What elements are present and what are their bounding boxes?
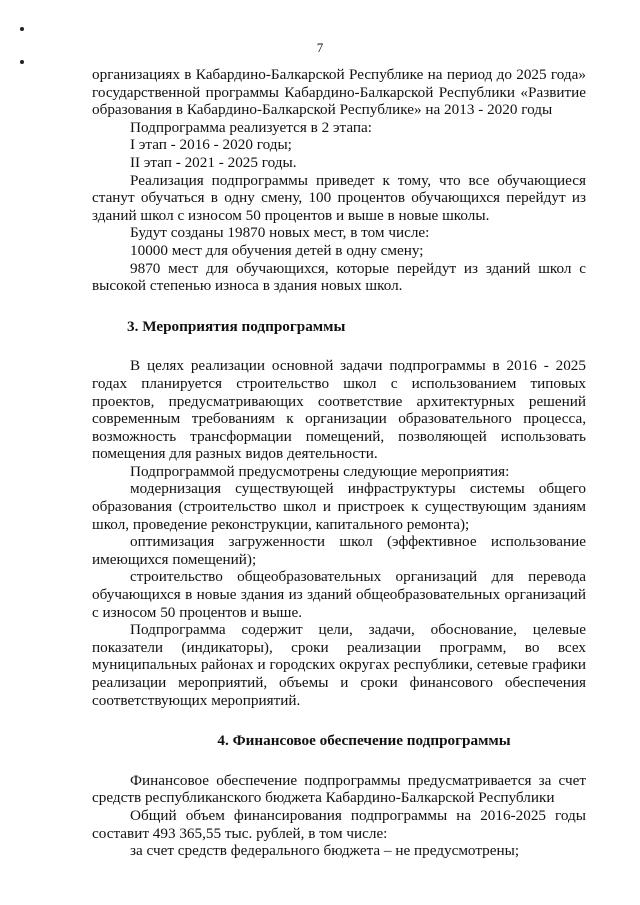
- document-body: [92, 66, 586, 860]
- paragraph: организациях в Кабардино-Балкарской Республике на период до 2025 года» государственной программы Кабардино-Балкарской Республики «Развитие образования в Кабардино-Балкарской Республике» на 2013 - 2020 годы: [92, 66, 586, 119]
- paragraph: 9870 мест для обучающихся, которые перейдут из зданий школ с высокой степенью износа в здания новых школ.: [92, 259, 586, 295]
- paragraph: II этап - 2021 - 2025 годы.: [130, 153, 297, 171]
- paragraph: модернизация существующей инфраструктуры системы общего образования (строительство школ и пристроек к существующим зданиям школ, проведение реконструкции, капитального ремонта);: [92, 480, 586, 533]
- paragraph: 10000 мест для обучения детей в одну смену;: [130, 241, 424, 259]
- paragraph: Реализация подпрограммы приведет к тому, что все обучающиеся станут обучаться в одну смену, 100 процентов обучающихся перейдут из зданий школ с износом 50 процентов и выше в новые школы.: [92, 171, 586, 224]
- paragraph: Подпрограмма реализуется в 2 этапа:: [130, 118, 372, 136]
- scan-mark-dot: [20, 60, 24, 64]
- paragraph: строительство общеобразовательных организаций для перевода обучающихся в новые здания из зданий общеобразовательных организаций с износом 50 процентов и выше.: [92, 568, 586, 621]
- section-3-heading: 3. Мероприятия подпрограммы: [127, 317, 346, 335]
- paragraph: Подпрограммой предусмотрены следующие мероприятия:: [130, 462, 510, 480]
- page-number: 7: [316, 40, 324, 55]
- paragraph: оптимизация загруженности школ (эффективное использование имеющихся помещений);: [92, 533, 586, 568]
- section-4-heading: 4. Финансовое обеспечение подпрограммы: [217, 732, 511, 750]
- scan-mark-dot: [20, 27, 24, 31]
- paragraph: Финансовое обеспечение подпрограммы предусматривается за счет средств республиканского бюджета Кабардино-Балкарской Республики: [92, 771, 586, 807]
- paragraph: за счет средств федерального бюджета – не предусмотрены;: [130, 842, 520, 860]
- paragraph: I этап - 2016 - 2020 годы;: [130, 136, 292, 154]
- paragraph: Будут созданы 19870 новых мест, в том числе:: [130, 224, 430, 242]
- paragraph: В целях реализации основной задачи подпрограммы в 2016 - 2025 годах планируется строительство школ с использованием типовых проектов, предусматривающих соответствие архитектурных решений современным требованиям к организации образовательного процесса, возможность трансформации помещений, позволяющей использовать помещения для разных видов деятельности.: [92, 357, 586, 463]
- paragraph: Подпрограмма содержит цели, задачи, обоснование, целевые показатели (индикаторы), сроки реализации программ, во всех муниципальных районах и городских округах республики, сетевые графики реализации мероприятий, объемы и сроки финансового обеспечения соответствующих мероприятий.: [92, 621, 586, 709]
- paragraph: Общий объем финансирования подпрограммы на 2016-2025 годы составит 493 365,55 тыс. рублей, в том числе:: [92, 806, 586, 842]
